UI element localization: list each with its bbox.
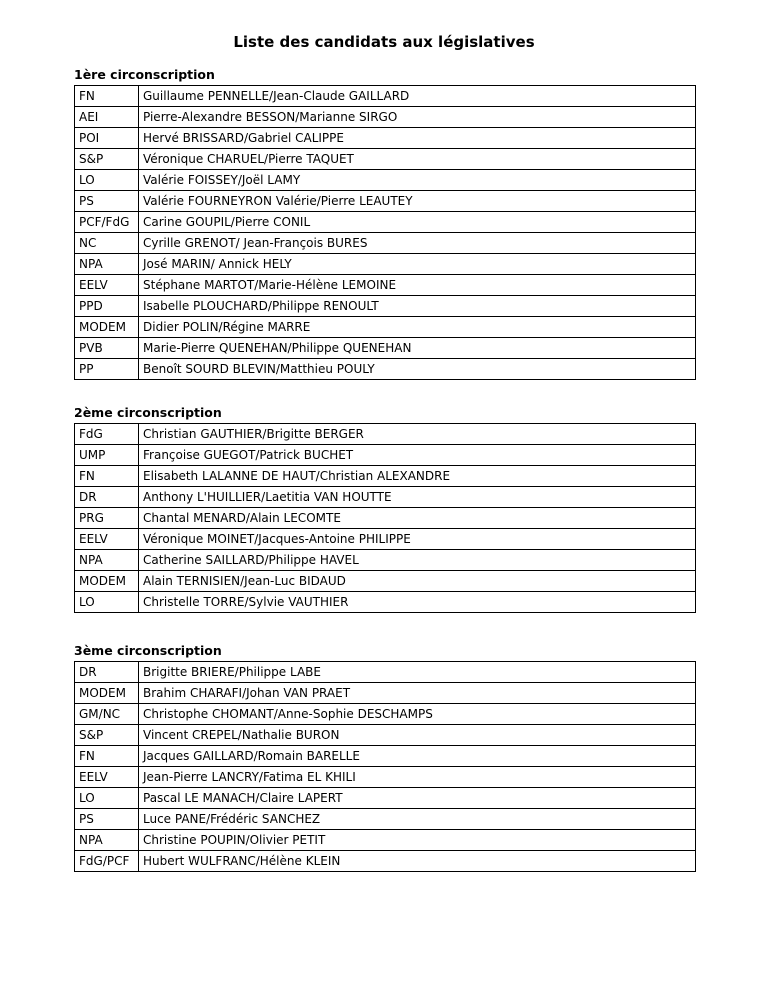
candidates-cell: Brahim CHARAFI/Johan VAN PRAET — [139, 683, 696, 704]
party-cell: MODEM — [75, 317, 139, 338]
candidates-cell: Valérie FOISSEY/Joël LAMY — [139, 170, 696, 191]
party-cell: MODEM — [75, 571, 139, 592]
table-row — [75, 487, 696, 508]
candidates-cell: Jacques GAILLARD/Romain BARELLE — [139, 746, 696, 767]
table-row — [75, 445, 696, 466]
candidates-cell: Anthony L'HUILLIER/Laetitia VAN HOUTTE — [139, 487, 696, 508]
party-cell: PVB — [75, 338, 139, 359]
party-cell: NC — [75, 233, 139, 254]
candidates-cell: Christine POUPIN/Olivier PETIT — [139, 830, 696, 851]
party-cell: EELV — [75, 529, 139, 550]
candidates-table — [74, 423, 696, 613]
candidates-table — [74, 661, 696, 872]
party-cell: DR — [75, 487, 139, 508]
section-2eme-circonscription — [74, 405, 696, 613]
candidates-cell: Pierre-Alexandre BESSON/Marianne SIRGO — [139, 107, 696, 128]
candidates-cell: Véronique CHARUEL/Pierre TAQUET — [139, 149, 696, 170]
table-row — [75, 746, 696, 767]
table-row — [75, 529, 696, 550]
party-cell: AEI — [75, 107, 139, 128]
candidates-cell: Carine GOUPIL/Pierre CONIL — [139, 212, 696, 233]
section-3eme-circonscription — [74, 643, 696, 872]
party-cell: NPA — [75, 550, 139, 571]
party-cell: FdG — [75, 424, 139, 445]
party-cell: EELV — [75, 767, 139, 788]
candidates-cell: Christophe CHOMANT/Anne-Sophie DESCHAMPS — [139, 704, 696, 725]
candidates-cell: Hervé BRISSARD/Gabriel CALIPPE — [139, 128, 696, 149]
party-cell: NPA — [75, 830, 139, 851]
party-cell: GM/NC — [75, 704, 139, 725]
party-cell: FdG/PCF — [75, 851, 139, 872]
table-row — [75, 170, 696, 191]
candidates-cell: Catherine SAILLARD/Philippe HAVEL — [139, 550, 696, 571]
candidates-cell: Vincent CREPEL/Nathalie BURON — [139, 725, 696, 746]
candidates-cell: José MARIN/ Annick HELY — [139, 254, 696, 275]
candidates-cell: Valérie FOURNEYRON Valérie/Pierre LEAUTEY — [139, 191, 696, 212]
table-row — [75, 296, 696, 317]
party-cell: MODEM — [75, 683, 139, 704]
table-row — [75, 275, 696, 296]
table-row — [75, 571, 696, 592]
party-cell: FN — [75, 466, 139, 487]
party-cell: UMP — [75, 445, 139, 466]
candidates-cell: Jean-Pierre LANCRY/Fatima EL KHILI — [139, 767, 696, 788]
table-row — [75, 191, 696, 212]
table-row — [75, 212, 696, 233]
section-heading: 1ère circonscription — [74, 67, 215, 82]
candidates-cell: Benoît SOURD BLEVIN/Matthieu POULY — [139, 359, 696, 380]
candidates-cell: Brigitte BRIERE/Philippe LABE — [139, 662, 696, 683]
candidates-table — [74, 85, 696, 380]
candidates-cell: Isabelle PLOUCHARD/Philippe RENOULT — [139, 296, 696, 317]
section-heading: 2ème circonscription — [74, 405, 222, 420]
table-row — [75, 317, 696, 338]
candidates-cell: Guillaume PENNELLE/Jean-Claude GAILLARD — [139, 86, 696, 107]
table-row — [75, 767, 696, 788]
table-row — [75, 851, 696, 872]
table-row — [75, 592, 696, 613]
party-cell: DR — [75, 662, 139, 683]
table-row — [75, 466, 696, 487]
table-row — [75, 550, 696, 571]
party-cell: EELV — [75, 275, 139, 296]
table-row — [75, 338, 696, 359]
table-row — [75, 809, 696, 830]
table-row — [75, 107, 696, 128]
table-row — [75, 424, 696, 445]
party-cell: FN — [75, 746, 139, 767]
party-cell: S&P — [75, 149, 139, 170]
party-cell: PCF/FdG — [75, 212, 139, 233]
party-cell: POI — [75, 128, 139, 149]
table-row — [75, 149, 696, 170]
candidates-cell: Alain TERNISIEN/Jean-Luc BIDAUD — [139, 571, 696, 592]
party-cell: FN — [75, 86, 139, 107]
candidates-cell: Cyrille GRENOT/ Jean-François BURES — [139, 233, 696, 254]
table-row — [75, 683, 696, 704]
table-row — [75, 704, 696, 725]
table-row — [75, 508, 696, 529]
candidates-cell: Elisabeth LALANNE DE HAUT/Christian ALEXANDRE — [139, 466, 696, 487]
party-cell: PS — [75, 191, 139, 212]
table-row — [75, 128, 696, 149]
party-cell: NPA — [75, 254, 139, 275]
candidates-cell: Christian GAUTHIER/Brigitte BERGER — [139, 424, 696, 445]
section-heading: 3ème circonscription — [74, 643, 222, 658]
candidates-cell: Marie-Pierre QUENEHAN/Philippe QUENEHAN — [139, 338, 696, 359]
party-cell: S&P — [75, 725, 139, 746]
candidates-cell: Didier POLIN/Régine MARRE — [139, 317, 696, 338]
party-cell: LO — [75, 788, 139, 809]
page-title: Liste des candidats aux législatives — [233, 33, 535, 51]
table-row — [75, 233, 696, 254]
party-cell: PPD — [75, 296, 139, 317]
table-row — [75, 788, 696, 809]
candidates-cell: Stéphane MARTOT/Marie-Hélène LEMOINE — [139, 275, 696, 296]
party-cell: PRG — [75, 508, 139, 529]
party-cell: PP — [75, 359, 139, 380]
candidates-cell: Hubert WULFRANC/Hélène KLEIN — [139, 851, 696, 872]
table-row — [75, 254, 696, 275]
candidates-cell: Chantal MENARD/Alain LECOMTE — [139, 508, 696, 529]
table-row — [75, 662, 696, 683]
candidates-cell: Luce PANE/Frédéric SANCHEZ — [139, 809, 696, 830]
candidates-cell: Pascal LE MANACH/Claire LAPERT — [139, 788, 696, 809]
table-row — [75, 830, 696, 851]
candidates-cell: Françoise GUEGOT/Patrick BUCHET — [139, 445, 696, 466]
party-cell: LO — [75, 592, 139, 613]
candidates-cell: Christelle TORRE/Sylvie VAUTHIER — [139, 592, 696, 613]
party-cell: LO — [75, 170, 139, 191]
candidates-cell: Véronique MOINET/Jacques-Antoine PHILIPPE — [139, 529, 696, 550]
party-cell: PS — [75, 809, 139, 830]
table-row — [75, 725, 696, 746]
section-1ere-circonscription — [74, 67, 696, 380]
table-row — [75, 359, 696, 380]
table-row — [75, 86, 696, 107]
